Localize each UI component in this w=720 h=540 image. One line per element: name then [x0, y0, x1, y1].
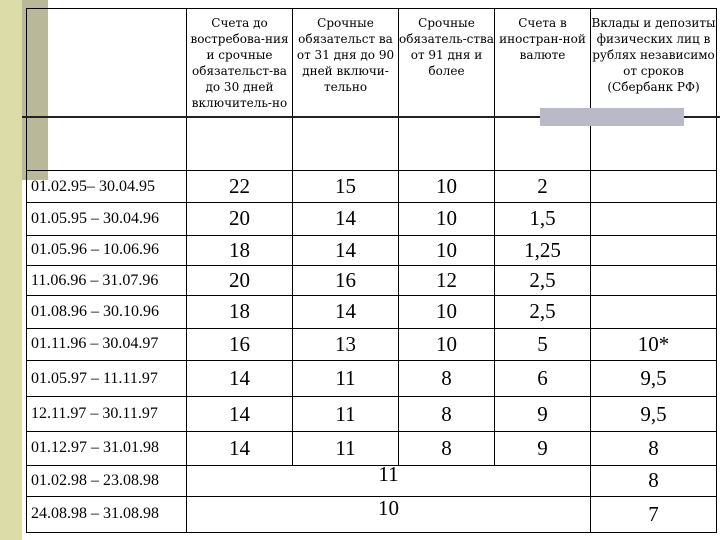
rate-cell: 11	[293, 431, 399, 465]
rate-cell: 2,5	[495, 296, 591, 328]
period-cell: 12.11.97 – 30.11.97	[27, 397, 187, 431]
rate-cell: 1,5	[495, 203, 591, 235]
header-term-31-90: Срочные обязательст ва от 31 дня до 90 дней включи-тельно	[293, 9, 399, 171]
header-demand-accounts: Счета до востребова-ния и срочные обязательст-ва до 30 дней включитель-но	[187, 9, 293, 171]
rate-cell: 1,25	[495, 235, 591, 265]
table-row-merged	[27, 466, 717, 496]
rate-cell: 8	[399, 397, 495, 431]
rate-cell: 10	[399, 235, 495, 265]
rate-cell: 15	[293, 170, 399, 202]
rate-cell: 8	[399, 431, 495, 465]
rate-cell: 14	[187, 360, 293, 396]
rate-cell: 10	[399, 328, 495, 360]
rate-cell: 16	[187, 328, 293, 360]
rate-cell: 10*	[591, 328, 717, 360]
rate-cell	[591, 170, 717, 202]
rate-cell	[591, 296, 717, 328]
table-row	[27, 431, 717, 465]
rate-cell: 22	[187, 170, 293, 202]
rate-cell: 10	[399, 170, 495, 202]
period-cell: 01.12.97 – 31.01.98	[27, 431, 187, 465]
table-row	[27, 397, 717, 431]
period-cell: 01.05.96 – 10.06.96	[27, 235, 187, 265]
period-cell: 01.11.96 – 30.04.97	[27, 328, 187, 360]
rate-cell: 6	[495, 360, 591, 396]
rate-cell: 8	[399, 360, 495, 396]
merged-rate-cell	[187, 462, 591, 496]
header-row	[27, 9, 717, 171]
table-row	[27, 203, 717, 235]
period-cell: 01.05.97 – 11.11.97	[27, 360, 187, 396]
rate-cell: 20	[187, 203, 293, 235]
merged-rate-value: 11	[378, 462, 399, 487]
table-row	[27, 328, 717, 360]
header-corner-cell	[27, 9, 187, 171]
table-row	[27, 235, 717, 265]
header-individual-deposits: Вклады и депозиты физических лиц в рублях независимо от сроков (Сбербанк РФ)	[591, 9, 717, 171]
rate-cell: 13	[293, 328, 399, 360]
period-cell: 01.05.95 – 30.04.96	[27, 203, 187, 235]
rate-cell	[591, 203, 717, 235]
period-cell: 01.02.98 – 23.08.98	[27, 466, 187, 496]
rate-cell: 9	[495, 431, 591, 465]
rate-cell: 9,5	[591, 397, 717, 431]
rate-cell: 20	[187, 265, 293, 295]
deposit-rate-cell: 8	[591, 466, 717, 496]
period-cell: 01.08.96 – 30.10.96	[27, 296, 187, 328]
rate-cell: 14	[187, 397, 293, 431]
rate-cell: 14	[293, 203, 399, 235]
rate-cell: 14	[187, 431, 293, 465]
rate-cell: 10	[399, 296, 495, 328]
table-row	[27, 296, 717, 328]
rate-cell: 11	[293, 360, 399, 396]
period-cell: 11.06.96 – 31.07.96	[27, 265, 187, 295]
rate-cell: 12	[399, 265, 495, 295]
header-foreign-currency: Счета в иностран-ной валюте	[495, 9, 591, 171]
rate-cell: 2	[495, 170, 591, 202]
rate-cell: 10	[399, 203, 495, 235]
table-row	[27, 360, 717, 396]
deposit-rate-cell: 7	[591, 496, 717, 532]
table-row	[27, 265, 717, 295]
period-cell: 24.08.98 – 31.08.98	[27, 496, 187, 532]
merged-rate-value: 10	[378, 495, 399, 520]
rate-cell: 9,5	[591, 360, 717, 396]
rate-cell: 18	[187, 296, 293, 328]
rate-cell: 18	[187, 235, 293, 265]
header-decor-strip	[540, 108, 684, 126]
rate-cell: 11	[293, 397, 399, 431]
merged-rate-cell	[187, 496, 591, 532]
rate-cell	[591, 265, 717, 295]
table-row	[27, 170, 717, 202]
rate-cell: 14	[293, 296, 399, 328]
rate-cell	[591, 235, 717, 265]
left-decor-bar	[0, 0, 22, 540]
rate-cell: 16	[293, 265, 399, 295]
rate-cell: 14	[293, 235, 399, 265]
reserve-rates-table	[26, 8, 717, 533]
rate-cell: 5	[495, 328, 591, 360]
table-row-merged	[27, 496, 717, 532]
header-term-91-plus: Срочные обязатель-ства от 91 дня и более	[399, 9, 495, 171]
rate-cell: 2,5	[495, 265, 591, 295]
rate-cell: 9	[495, 397, 591, 431]
period-cell: 01.02.95– 30.04.95	[27, 170, 187, 202]
rate-cell: 8	[591, 431, 717, 465]
